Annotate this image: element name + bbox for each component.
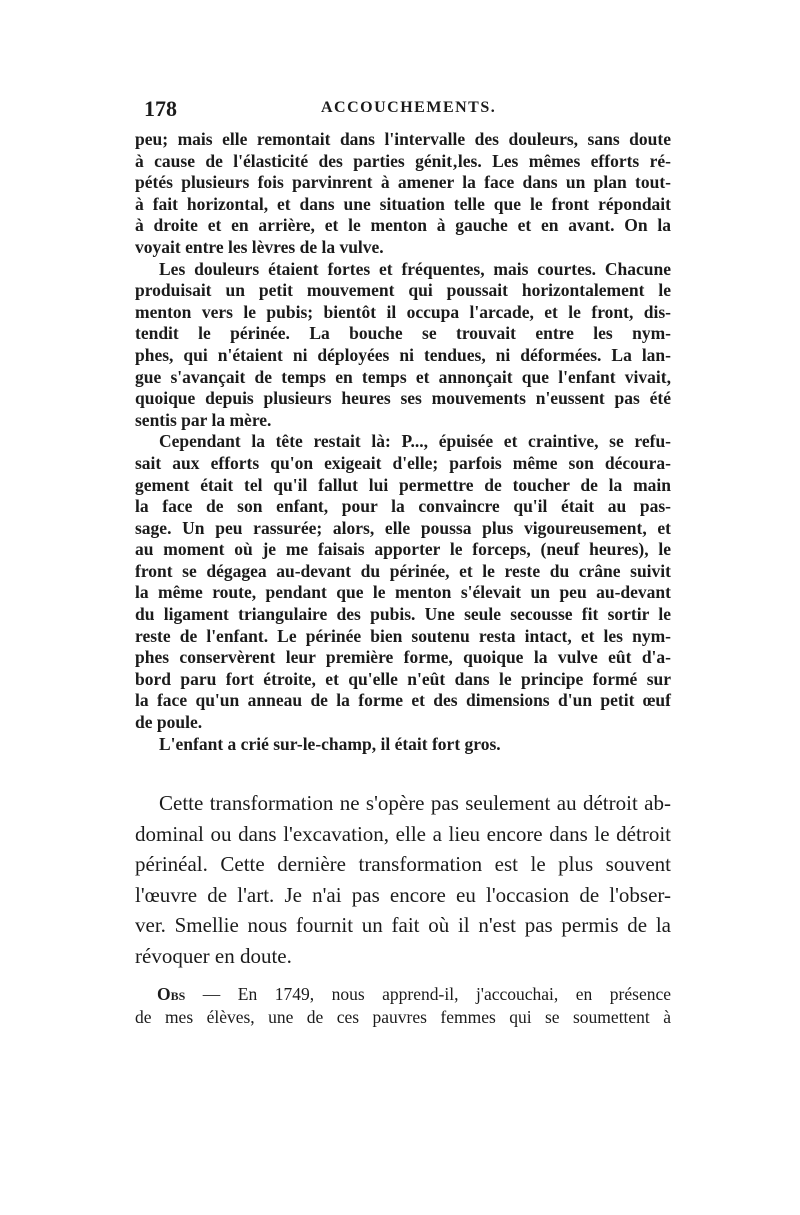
paragraph: bord paru fort étroite, et qu'elle n'eût dans le principe formé sur [135,668,671,689]
paragraph: gue s'avançait de temps en temps et annonçait que l'enfant vivait, [135,366,671,387]
paragraph: à cause de l'élasticité des parties génit‚les. Les mêmes efforts ré- [135,150,671,171]
paragraph: L'enfant a crié sur-le-champ, il était fort gros. [159,733,501,754]
page-number: 178 [144,96,177,121]
paragraph: dominal ou dans l'excavation, elle a lieu encore dans le détroit [135,821,671,846]
paragraph: produisait un petit mouvement qui poussait horizontalement le [135,280,671,301]
paragraph: sait aux efforts qu'on exigeait d'elle; parfois même son découra- [135,452,671,473]
paragraph: à droite et en arrière, et le menton à gauche et en avant. On la [135,215,671,236]
paragraph: phes conservèrent leur première forme, quoique la vulve eût d'a- [135,647,671,668]
paragraph: Les douleurs étaient fortes et fréquentes, mais courtes. Chacune [159,258,671,279]
paragraph: Cette transformation ne s'opère pas seulement au détroit ab- [159,791,671,815]
paragraph: de mes élèves, une de ces pauvres femmes qui se soumettent à [135,1006,671,1027]
observation-start [135,983,671,1028]
paragraph: reste de l'enfant. Le périnée bien soutenu resta intact, et les nym- [135,625,671,646]
paragraph: la face qu'un anneau de la forme et des dimensions d'un petit œuf [135,690,671,711]
paragraph: Cependant la tête restait là: P..., épuisée et craintive, se refu- [159,431,671,452]
paragraph: voyait entre les lèvres de la vulve. [135,236,384,257]
paragraph: pétés plusieurs fois parvinrent à amener la face dans un plan tout- [135,172,671,193]
paragraph: révoquer en doute. [135,943,292,968]
running-title: ACCOUCHEMENTS. [321,99,497,116]
paragraph: l'œuvre de l'art. Je n'ai pas encore eu l'occasion de l'obser- [135,882,671,907]
paragraph: la face de son enfant, pour la convaincre qu'il était au pas- [135,496,671,517]
paragraph: gement était tel qu'il fallut lui permettre de toucher de la main [135,474,671,495]
paragraph: tendit le périnée. La bouche se trouvait entre les nym- [135,323,671,344]
obs-label: Obs [157,984,186,1004]
paragraph: quoique depuis plusieurs heures ses mouvements n'eussent pas été [135,388,671,409]
paragraph: Obs — En 1749, nous apprend-il, j'accouchai, en présence [157,984,671,1004]
paragraph: au moment où je me faisais apporter le forceps, (neuf heures), le [135,539,671,560]
paragraph: phes, qui n'étaient ni déployées ni tendues, ni déformées. La lan- [135,344,671,365]
paragraph: sage. Un peu rassurée; alors, elle poussa plus vigoureusement, et [135,517,671,538]
paragraph: front se dégagea au-devant du périnée, et le reste du crâne suivit [135,560,671,581]
paragraph: sentis par la mère. [135,409,272,430]
paragraph: menton vers le pubis; bientôt il occupa l'arcade, et le front, dis- [135,301,671,322]
paragraph: ver. Smellie nous fournit un fait où il n'est pas permis de la [135,913,671,937]
page-header [135,96,670,122]
paragraph: la même route, pendant que le menton s'élevait un peu au-devant [135,582,671,603]
paragraph: du ligament triangulaire des pubis. Une seule secousse fit sortir le [135,604,671,625]
observation-text [135,129,671,755]
paragraph: périnéal. Cette dernière transformation est le plus souvent [135,852,671,876]
paragraph: à fait horizontal, et dans une situation telle que le front répondait [135,193,671,214]
paragraph: peu; mais elle remontait dans l'intervalle des douleurs, sans doute [135,129,671,149]
main-text [135,788,671,971]
paragraph: de poule. [135,712,203,733]
